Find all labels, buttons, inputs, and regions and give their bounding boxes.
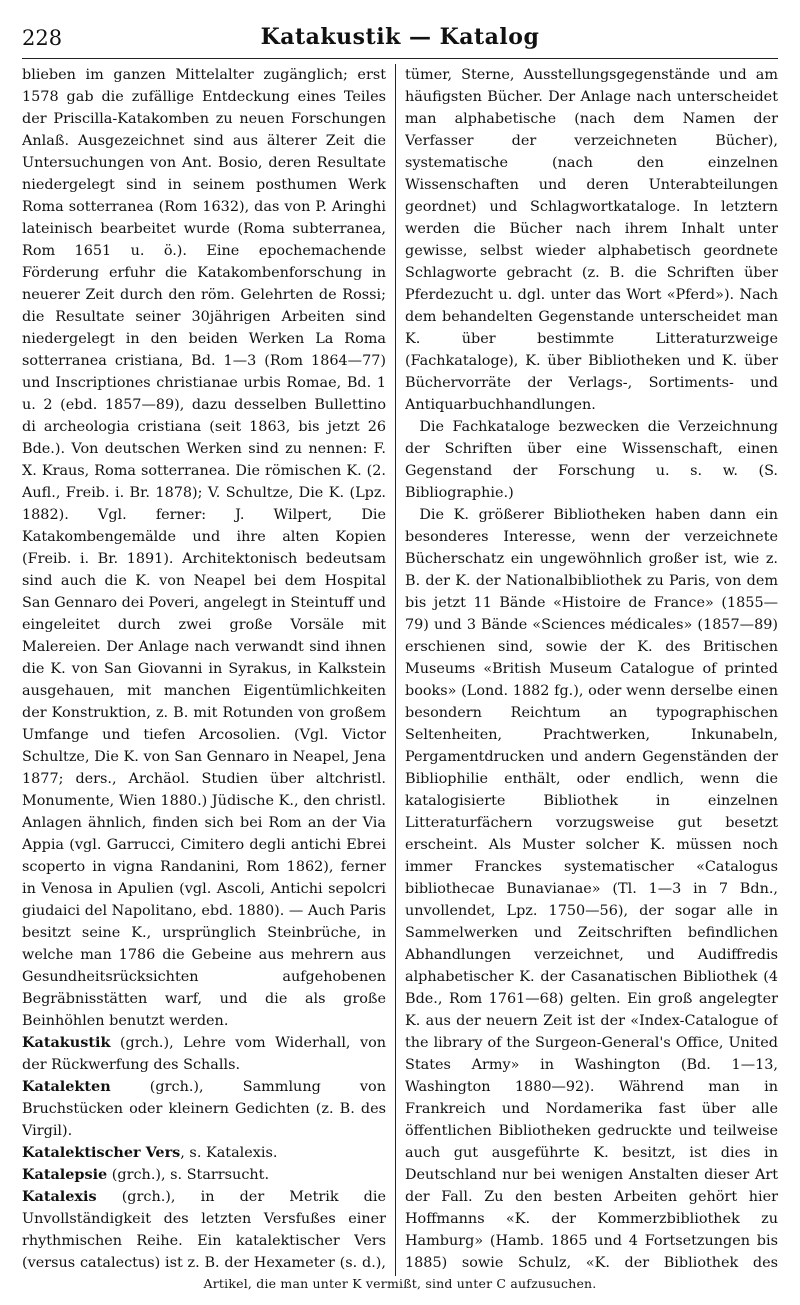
right-column bbox=[405, 64, 778, 1276]
column-divider bbox=[395, 64, 396, 1276]
dictionary-entry bbox=[22, 1076, 386, 1142]
dictionary-entry bbox=[22, 1186, 386, 1276]
entry-text: (grch.), Sammlung von Bruchstücken oder kleinern Gedichten (z. B. des Virgil). bbox=[22, 1079, 386, 1139]
left-column bbox=[22, 64, 386, 1276]
entry-text: (grch.), s. Starrsucht. bbox=[107, 1167, 270, 1183]
running-title: Katakustik — Katalog bbox=[260, 24, 540, 50]
entry-headword: Katalexis bbox=[22, 1188, 97, 1205]
dictionary-entry bbox=[22, 1032, 386, 1076]
paragraph: blieben im ganzen Mittelalter zugänglich; erst 1578 gab die zufällige Entdeckung eines Teiles der Priscilla-Katakomben zu neuen Forschungen Anlaß. Ausgezeichnet sind aus älterer Zeit die Untersuchungen von Ant. Bosio, deren Resultate niedergelegt sind in seinem posthumen Werk Roma sotterranea (Rom 1632), das von P. Aringhi lateinisch bearbeitet wurde (Roma subterranea, Rom 1651 u. ö.). Eine epochemachende Förderung erfuhr die Katakombenforschung in neuerer Zeit durch den röm. Gelehrten de Rossi; die Resultate seiner 30jährigen Arbeiten sind niedergelegt in den beiden Werken La Roma sotterranea cristiana, Bd. 1—3 (Rom 1864—77) und Inscriptiones christianae urbis Romae, Bd. 1 u. 2 (ebd. 1857—89), dazu desselben Bullettino di archeologia cristiana (seit 1863, bis jetzt 26 Bde.). Von deutschen Werken sind zu nennen: F. X. Kraus, Roma sotterranea. Die römischen K. (2. Aufl., Freib. i. Br. 1878); V. Schultze, Die K. (Lpz. 1882). Vgl. ferner: J. Wilpert, Die Katakombengemälde und ihre alten Kopien (Freib. i. Br. 1891). Architektonisch bedeutsam sind auch die K. von Neapel bei dem Hospital San Gennaro dei Poveri, angelegt in Steintuff und eingeleitet durch zwei große Vorsäle mit Malereien. Der Anlage nach verwandt sind ihnen die K. von San Giovanni in Syrakus, in Kalkstein ausgehauen, mit manchen Eigentümlichkeiten der Konstruktion, z. B. mit Rotunden von großem Umfange und tiefen Arcosolien. (Vgl. Victor Schultze, Die K. von San Gennaro in Neapel, Jena 1877; ders., Archäol. Studien über altchristl. Monumente, Wien 1880.) Jüdische K., den christl. Anlagen ähnlich, finden sich bei Rom an der Via Appia (vgl. Garrucci, Cimitero degli antichi Ebrei scoperto in vigna Randanini, Rom 1862), ferner in Venosa in Apulien (vgl. Ascoli, Antichi sepolcri giudaici del Napolitano, ebd. 1880). — Auch Paris besitzt seine K., ursprünglich Steinbrüche, in welche man 1786 die Gebeine aus mehrern aus Gesundheitsrücksichten aufgehobenen Begräbnisstätten warf, und die als große Beinhöhlen benutzt werden. bbox=[22, 67, 386, 1029]
entry-text: (grch.), Lehre vom Widerhall, von der Rückwerfung des Schalls. bbox=[22, 1035, 386, 1073]
dictionary-entry bbox=[22, 1142, 386, 1164]
paragraph: Die K. größerer Bibliotheken haben dann ein besonderes Interesse, wenn der verzeichnete Bücherschatz ein ungewöhnlich großer ist, wie z. B. der K. der Nationalbibliothek zu Paris, von dem bis jetzt 11 Bände «Histoire de France» (1855—79) und 3 Bände «Sciences médicales» (1857—89) erschienen sind, sowie der K. des Britischen Museums «British Museum Catalogue of printed books» (Lond. 1882 fg.), oder wenn derselbe einen besondern Reichtum an typographischen Seltenheiten, Prachtwerken, Inkunabeln, Pergamentdrucken und andern Gegenständen der Bibliophilie enthält, oder endlich, wenn die katalogisierte Bibliothek in einzelnen Litteraturfächern vorzugsweise gut besetzt erscheint. Als Muster solcher K. müssen noch immer Franckes systematischer «Catalogus bibliothecae Bunavianae» (Tl. 1—3 in 7 Bdn., unvollendet, Lpz. 1750—56), der sogar alle in Sammelwerken und Zeitschriften befindlichen Abhandlungen verzeichnet, und Audiffredis alphabetischer K. der Casanatischen Bibliothek (4 Bde., Rom 1761—68) gelten. Ein groß angelegter K. aus der neuern Zeit ist der «Index-Catalogue of the library of the Surgeon-General's Office, United States Army» in Washington (Bd. 1—13, Washington 1880—92). Während man in Frankreich und Nordamerika fast über alle öffentlichen Bibliotheken gedruckte und teilweise auch gut ausgeführte K. besitzt, ist dies in Deutschland nur bei wenigen Anstalten dieser Art der Fall. Zu den besten Arbeiten gehört hier Hoffmanns «K. der Kommerzbibliothek zu Hamburg» (Hamb. 1865 und 4 Fortsetzungen bis 1885) sowie Schulz, «K. der Bibliothek des bbox=[405, 507, 778, 1271]
dictionary-entry bbox=[22, 1164, 386, 1186]
paragraph: tümer, Sterne, Ausstellungsgegenstände und am häufigsten Bücher. Der Anlage nach unterscheidet man alphabetische (nach dem Namen der Verfasser der verzeichneten Bücher), systematische (nach den einzelnen Wissenschaften und deren Unterabteilungen geordnet) und Schlagwortkataloge. In letztern werden die Bücher nach ihrem Inhalt unter gewisse, selbst wieder alphabetisch geordnete Schlagworte gebracht (z. B. die Schriften über Pferdezucht u. dgl. unter das Wort «Pferd»). Nach dem behandelten Gegenstande unterscheidet man K. über bestimmte Litteraturzweige (Fachkataloge), K. über Bibliotheken und K. über Büchervorräte der Verlags-, Sortiments- und Antiquarbuchhandlungen. bbox=[405, 67, 778, 413]
page-header bbox=[22, 22, 778, 52]
page-number: 228 bbox=[22, 26, 63, 50]
page-footer-note: Artikel, die man unter K vermißt, sind unter C aufzusuchen. bbox=[203, 1276, 597, 1291]
entry-headword: Katalepsie bbox=[22, 1166, 108, 1183]
paragraph: Die Fachkataloge bezwecken die Verzeichnung der Schriften über eine Wissenschaft, einen Gegenstand der Forschung u. s. w. (S. Bibliographie.) bbox=[405, 419, 778, 501]
header-rule bbox=[22, 58, 778, 59]
entry-text: , s. Katalexis. bbox=[180, 1145, 278, 1161]
entry-headword: Katalektischer Vers bbox=[22, 1144, 181, 1161]
entry-text: (grch.), in der Metrik die Unvollständigkeit des letzten Versfußes einer rhythmischen Reihe. Ein katalektischer Vers (versus catalectus) ist z. B. der Hexameter (s. d.), bbox=[22, 1189, 386, 1271]
entry-headword: Katakustik bbox=[22, 1034, 111, 1051]
entry-headword: Katalekten bbox=[22, 1078, 111, 1095]
